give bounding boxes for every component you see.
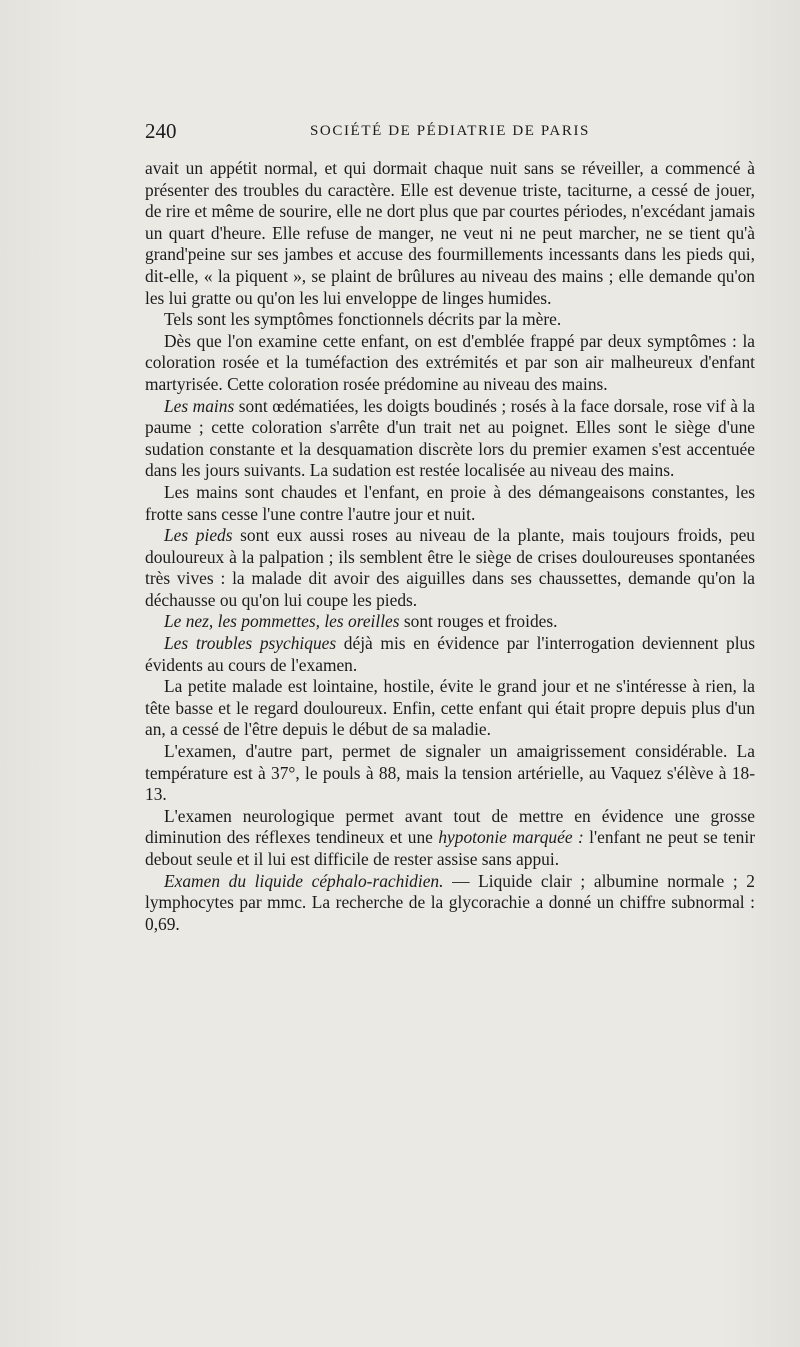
paragraph-feet: Les pieds sont eux aussi roses au niveau de la plante, mais toujours froids, peu douloureux à la palpation ; ils semblent être le siège de crises douloureuses spontanées très vives : la malade dit avoir des aiguilles dans ses chaussettes, demande qu'on la déchausse ou qu'on lui coupe les pieds. bbox=[145, 525, 755, 610]
paragraph-behaviour: La petite malade est lointaine, hostile, évite le grand jour et ne s'intéresse à rien, la tête basse et le regard douloureux. Enfin, cette enfant qui était propre depuis plus d'un an, a cessé de l'être depuis le début de sa maladie. bbox=[145, 676, 755, 740]
paragraph-appetite: avait un appétit normal, et qui dormait chaque nuit sans se réveiller, a commencé à présenter des troubles du caractère. Elle est devenue triste, taciturne, a cessé de jouer, de rire et même de sourire, elle ne dort plus que par courtes périodes, n'excédant jamais un quart d'heure. Elle refuse de manger, ne veut ni ne peut marcher, ne se tient qu'à grand'peine sur ses jambes et accuse des fourmillements incessants dans les pieds qui, dit-elle, « la piquent », se plaint de brûlures au niveau des mains ; elle demande qu'on les lui gratte ou qu'on les lui enveloppe de linges humides. bbox=[145, 158, 755, 308]
paragraph-csf: Examen du liquide céphalo-rachidien. — Liquide clair ; albumine normale ; 2 lymphocytes par mmc. La recherche de la glycorachie a donné un chiffre subnormal : 0,69. bbox=[145, 870, 755, 934]
page-header bbox=[145, 116, 755, 146]
paragraph-weight-temperature: L'examen, d'autre part, permet de signaler un amaigrissement considérable. La température est à 37°, le pouls à 88, mais la tension artérielle, au Vaquez s'élève à 18-13. bbox=[145, 741, 755, 805]
paragraph-hands-warm: Les mains sont chaudes et l'enfant, en proie à des démangeaisons constantes, les frotte sans cesse l'une contre l'autre jour et nuit. bbox=[145, 481, 755, 524]
paragraph-hands: Les mains sont œdématiées, les doigts boudinés ; rosés à la face dorsale, rose vif à la paume ; cette coloration s'arrête d'un trait net au poignet. Elles sont le siège d'une sudation constante et la desquamation discrète lors du premier examen s'est accentuée dans les jours suivants. La sudation est restée localisée au niveau des mains. bbox=[145, 395, 755, 481]
paragraph-neurologic: L'examen neurologique permet avant tout de mettre en évidence une grosse diminution des réflexes tendineux et une hypotonie marquée : l'enfant ne peut se tenir debout seule et il lui est difficile de rester assise sans appui. bbox=[145, 805, 755, 869]
paragraph-psychic: Les troubles psychiques déjà mis en évidence par l'interrogation deviennent plus évidents au cours de l'examen. bbox=[145, 633, 755, 675]
paragraph-symptoms-intro: Tels sont les symptômes fonctionnels décrits par la mère. bbox=[164, 309, 562, 330]
page-number: 240 bbox=[145, 119, 177, 143]
running-title: SOCIÉTÉ DE PÉDIATRIE DE PARIS bbox=[309, 123, 591, 139]
paragraph-examination: Dès que l'on examine cette enfant, on est d'emblée frappé par deux symptômes : la coloration rosée et la tuméfaction des extrémités et par son air malheureux d'enfant martyrisée. Cette coloration rosée prédomine au niveau des mains. bbox=[145, 330, 755, 394]
paragraph-face: Le nez, les pommettes, les oreilles sont rouges et froides. bbox=[164, 611, 558, 632]
body-text bbox=[145, 158, 755, 935]
